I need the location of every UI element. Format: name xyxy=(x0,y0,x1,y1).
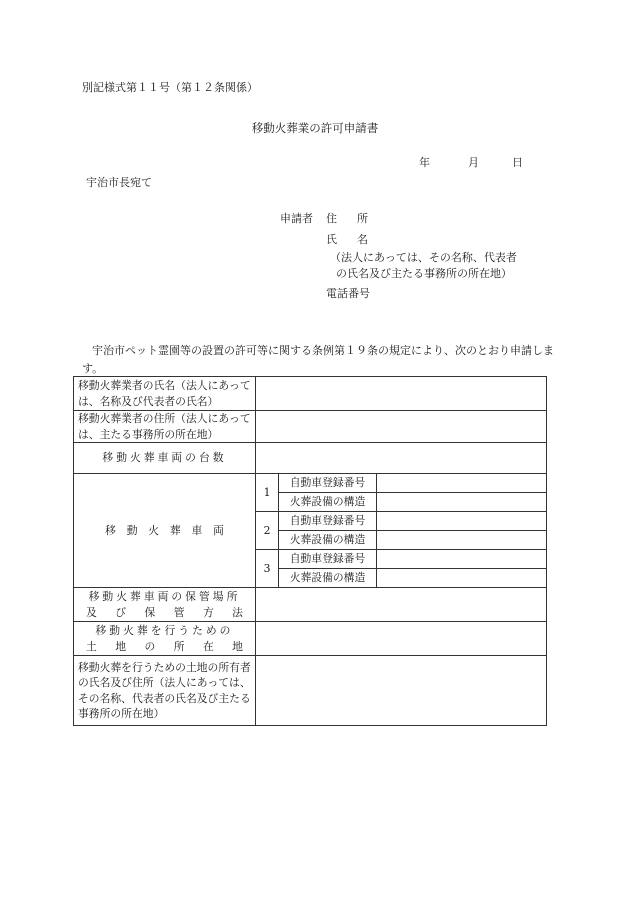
table-row xyxy=(74,622,547,656)
applicant-label: 申請者 xyxy=(280,212,313,225)
row-label-location xyxy=(74,622,256,656)
storage-line-2 xyxy=(78,605,251,621)
table-row xyxy=(74,411,547,443)
vehicle-struct-label: 火葬設備の構造 xyxy=(279,531,377,550)
address-label-1: 住 xyxy=(326,212,337,225)
vehicle-struct-input[interactable] xyxy=(377,531,547,550)
vehicle-reg-input[interactable] xyxy=(377,512,547,531)
name-label-2: 名 xyxy=(357,233,368,246)
location-line-2 xyxy=(78,639,251,655)
input-location-cell[interactable] xyxy=(256,622,547,656)
vehicle-reg-input[interactable] xyxy=(377,550,547,569)
corp-note-line-2: の氏名及び主たる事務所の所在地） xyxy=(336,267,512,280)
date-month: 月 xyxy=(468,156,479,169)
storage-char: 法 xyxy=(232,605,243,619)
input-owner-cell[interactable] xyxy=(256,656,547,726)
addressee: 宇治市長宛て xyxy=(86,176,152,189)
intro-text: 宇治市ペット霊園等の設置の許可等に関する条例第１９条の規定により、次のとおり申請します。 xyxy=(82,344,554,376)
vehicle-reg-label: 自動車登録番号 xyxy=(279,474,377,493)
storage-char: び xyxy=(115,605,127,619)
storage-char: 及 xyxy=(86,605,97,619)
row-label-name: 移動火葬業者の氏名（法人にあっては、名称及び代表者の氏名） xyxy=(74,377,256,411)
location-char: 在 xyxy=(202,639,214,653)
phone-label: 電話番号 xyxy=(326,287,370,300)
vehicle-reg-label: 自動車登録番号 xyxy=(279,550,377,569)
storage-char: 方 xyxy=(202,605,214,619)
address-label-2: 所 xyxy=(357,212,368,225)
storage-line-1: 移動火葬車両の保管場所 xyxy=(88,590,241,604)
row-label-owner: 移動火葬を行うための土地の所有者の氏名及び住所（法人にあっては、その名称、代表者の氏名及び主たる事務所の所在地） xyxy=(74,656,256,726)
date-year: 年 xyxy=(419,156,430,169)
vehicle-reg-label: 自動車登録番号 xyxy=(279,512,377,531)
vehicle-number: 3 xyxy=(256,550,279,588)
storage-char: 管 xyxy=(173,605,185,619)
vehicle-reg-input[interactable] xyxy=(377,474,547,493)
corp-note-line-1: （法人にあっては、その名称、代表者 xyxy=(330,251,517,264)
location-line-1: 移動火葬を行うための xyxy=(95,624,234,638)
application-table xyxy=(73,376,547,726)
location-char: 所 xyxy=(173,639,185,653)
table-row xyxy=(74,656,547,726)
table-row xyxy=(74,474,547,493)
date-day: 日 xyxy=(512,156,523,169)
vehicle-struct-input[interactable] xyxy=(377,569,547,588)
table-row xyxy=(74,588,547,622)
input-vehicle-count-cell[interactable] xyxy=(256,443,547,474)
name-label-1: 氏 xyxy=(326,233,337,246)
table-row xyxy=(74,443,547,474)
row-label-storage xyxy=(74,588,256,622)
vehicle-number: 2 xyxy=(256,512,279,550)
form-id: 別記様式第１１号（第１２条関係） xyxy=(82,81,258,94)
input-storage-cell[interactable] xyxy=(256,588,547,622)
row-label-vehicle-count: 移動火葬車両の台数 xyxy=(74,443,256,474)
location-char: の xyxy=(144,639,156,653)
vehicle-number: 1 xyxy=(256,474,279,512)
location-char: 地 xyxy=(232,639,243,653)
vehicle-struct-label: 火葬設備の構造 xyxy=(279,569,377,588)
location-char: 地 xyxy=(115,639,127,653)
location-char: 土 xyxy=(86,639,97,653)
input-name-cell[interactable] xyxy=(256,377,547,411)
storage-char: 保 xyxy=(144,605,156,619)
row-label-address: 移動火葬業者の住所（法人にあっては、主たる事務所の所在地） xyxy=(74,411,256,443)
vehicle-struct-label: 火葬設備の構造 xyxy=(279,493,377,512)
vehicle-struct-input[interactable] xyxy=(377,493,547,512)
document-title: 移動火葬業の許可申請書 xyxy=(251,121,379,135)
table-row xyxy=(74,377,547,411)
input-address-cell[interactable] xyxy=(256,411,547,443)
row-label-vehicles: 移 動 火 葬 車 両 xyxy=(74,474,256,588)
